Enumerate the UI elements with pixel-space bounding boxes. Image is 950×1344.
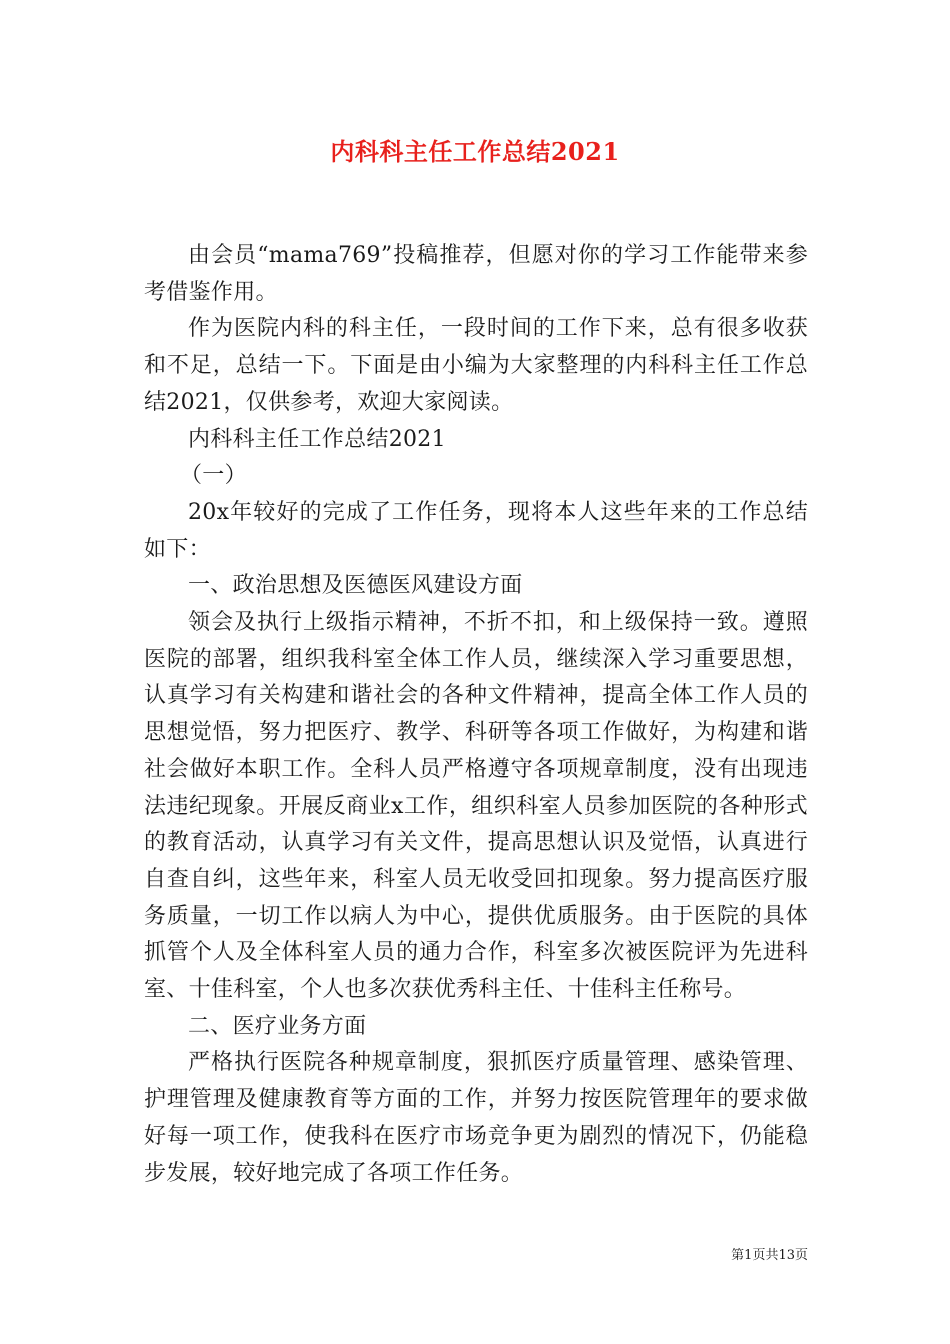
- paragraph-medical-business: 严格执行医院各种规章制度，狠抓医疗质量管理、感染管理、护理管理及健康教育等方面的工作，并努力按医院管理年的要求做好每一项工作，使我科在医疗市场竞争更为剧烈的情况下，仍能稳步发展，较好地完成了各项工作任务。: [144, 1050, 808, 1186]
- paragraph-intro: 由会员“mama769”投稿推荐，但愿对你的学习工作能带来参考借鉴作用。: [144, 243, 808, 305]
- document-title: 内科科主任工作总结2021: [330, 137, 620, 166]
- paragraph-preface: 作为医院内科的科主任，一段时间的工作下来，总有很多收获和不足，总结一下。下面是由小编为大家整理的内科科主任工作总结2021，仅供参考，欢迎大家阅读。: [144, 316, 808, 415]
- heading-political-thought: 一、政治思想及医德医风建设方面: [188, 573, 523, 599]
- document-body: [144, 238, 808, 1192]
- paragraph-political-thought: 领会及执行上级指示精神，不折不扣，和上级保持一致。遵照医院的部署，组织我科室全体工作人员，继续深入学习重要思想，认真学习有关构建和谐社会的各种文件精神，提高全体工作人员的思想觉悟，努力把医疗、教学、科研等各项工作做好，为构建和谐社会做好本职工作。全科人员严格遵守各项规章制度，没有出现违法违纪现象。开展反商业x工作，组织科室人员参加医院的各种形式的教育活动，认真学习有关文件，提高思想认识及觉悟，认真进行自查自纠，这些年来，科室人员无收受回扣现象。努力提高医疗服务质量，一切工作以病人为中心，提供优质服务。由于医院的具体抓管个人及全体科室人员的通力合作，科室多次被医院评为先进科室、十佳科室，个人也多次获优秀科主任、十佳科主任称号。: [144, 610, 808, 1003]
- heading-medical-business: 二、医疗业务方面: [188, 1013, 367, 1039]
- paragraph-subtitle: 内科科主任工作总结2021: [188, 426, 446, 452]
- paragraph-summary-opening: 20x年较好的完成了工作任务，现将本人这些年来的工作总结如下：: [144, 499, 808, 562]
- page-number-footer: 第1页共13页: [731, 1248, 808, 1263]
- paragraph-section-number: （一）: [180, 463, 247, 489]
